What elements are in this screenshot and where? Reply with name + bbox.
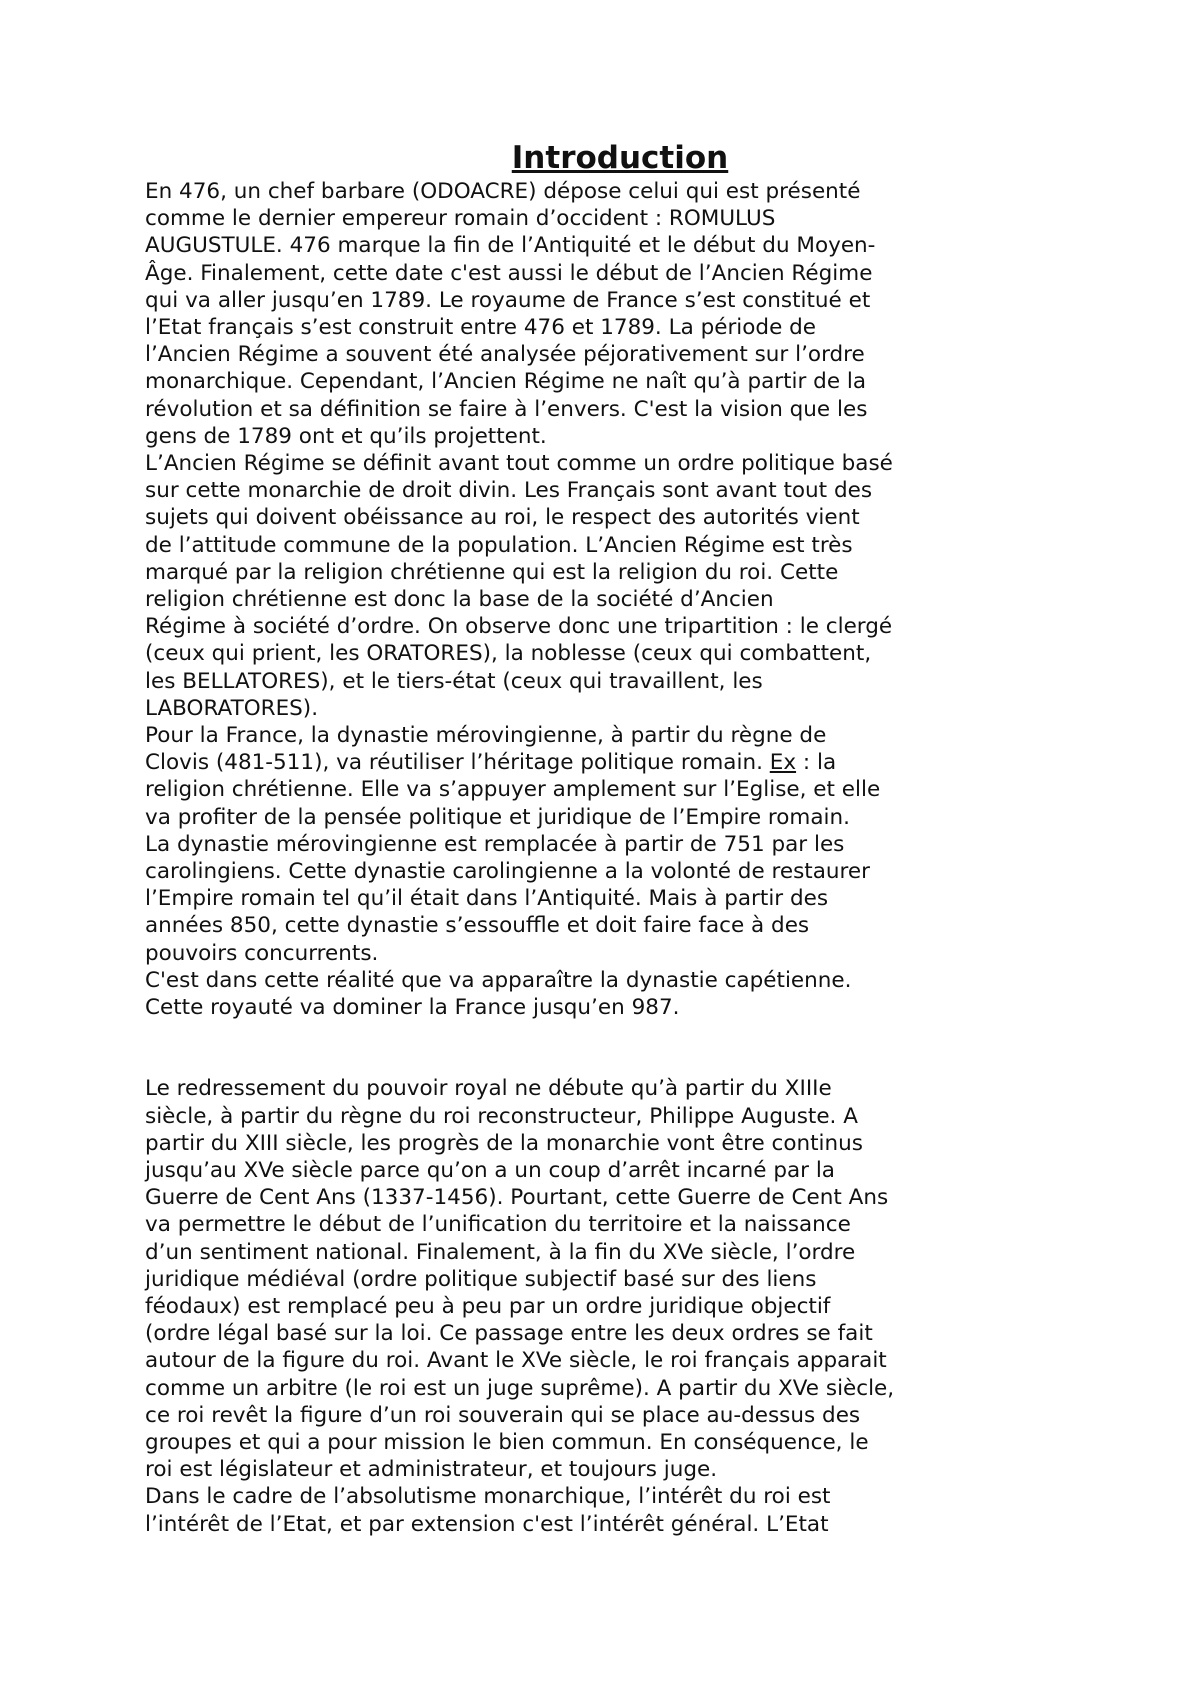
- paragraph-merovingian-start: Pour la France, la dynastie mérovingienne, à partir du règne de Clovis (481-511), va réutiliser l’héritage politique romain.: [145, 723, 827, 776]
- paragraph-capetian: C'est dans cette réalité que va apparaître la dynastie capétienne. Cette royauté va dominer la France jusqu’en 987.: [145, 967, 852, 1021]
- paragraph-ancien-regime: L’Ancien Régime se définit avant tout comme un ordre politique basé sur cette monarchie de droit divin. Les Français sont avant tout des sujets qui doivent obéissance au roi, le respect des autorités vient de l’attitude commune de la population. L’Ancien Régime est très marqué par la religion chrétienne qui est la religion du roi. Cette religion chrétienne est donc la base de la société d’Ancien Régime à société d’ordre. On observe donc une tripartition : le clergé (ceux qui prient, les ORATORES), la noblesse (ceux qui combattent, les BELLATORES), et le tiers-état (ceux qui travaillent, les LABORATORES).: [145, 451, 893, 721]
- example-label: Ex: [769, 750, 797, 776]
- page-title: Introduction: [511, 140, 729, 176]
- section-spacer: [145, 1021, 1085, 1075]
- document-page: [145, 140, 1085, 1538]
- paragraph-merovingian: [145, 722, 1085, 831]
- paragraph-carolingian: La dynastie mérovingienne est remplacée à partir de 751 par les carolingiens. Cette dynastie carolingienne a la volonté de restaurer l’Empire romain tel qu’il était dans l’Antiquité. Mais à partir des années 850, cette dynastie s’essouffle et doit faire face à des pouvoirs concurrents.: [145, 831, 870, 966]
- paragraph-absolutism: Dans le cadre de l’absolutisme monarchique, l’intérêt du roi est l’intérêt de l’Etat, et par extension c'est l’intérêt général. L’Etat: [145, 1484, 831, 1537]
- paragraph-royal-power: Le redressement du pouvoir royal ne débute qu’à partir du XIIIe siècle, à partir du règne du roi reconstructeur, Philippe Auguste. A partir du XIII siècle, les progrès de la monarchie vont être continus jusqu’au XVe siècle parce qu’on a un coup d’arrêt incarné par la Guerre de Cent Ans (1337-1456). Pourtant, cette Guerre de Cent Ans va permettre le début de l’unification du territoire et la naissance d’un sentiment national. Finalement, à la fin du XVe siècle, l’ordre juridique médiéval (ordre politique subjectif basé sur des liens féodaux) est remplacé peu à peu par un ordre juridique objectif (ordre légal basé sur la loi. Ce passage entre les deux ordres se fait autour de la figure du roi. Avant le XVe siècle, le roi français apparait comme un arbitre (le roi est un juge suprême). A partir du XVe siècle, ce roi revêt la figure d’un roi souverain qui se place au-dessus des groupes et qui a pour mission le bien commun. En conséquence, le roi est législateur et administrateur, et toujours juge.: [145, 1076, 895, 1483]
- paragraph-merovingian-end: : la religion chrétienne. Elle va s’appuyer amplement sur l’Eglise, et elle va profiter de la pensée politique et juridique de l’Empire romain.: [145, 750, 881, 830]
- paragraph-antiquity: En 476, un chef barbare (ODOACRE) dépose celui qui est présenté comme le dernier empereur romain d’occident : ROMULUS AUGUSTULE. 476 marque la fin de l’Antiquité et le début du Moyen- Âge. Finalement, cette date c'est aussi le début de l’Ancien Régime qui va aller jusqu’en 1789. Le royaume de France s’est constitué et l’Etat français s’est construit entre 476 et 1789. La période de l’Ancien Régime a souvent été analysée péjorativement sur l’ordre monarchique. Cependant, l’Ancien Régime ne naît qu’à partir de la révolution et sa définition se faire à l’envers. C'est la vision que les gens de 1789 ont et qu’ils projettent.: [145, 179, 876, 449]
